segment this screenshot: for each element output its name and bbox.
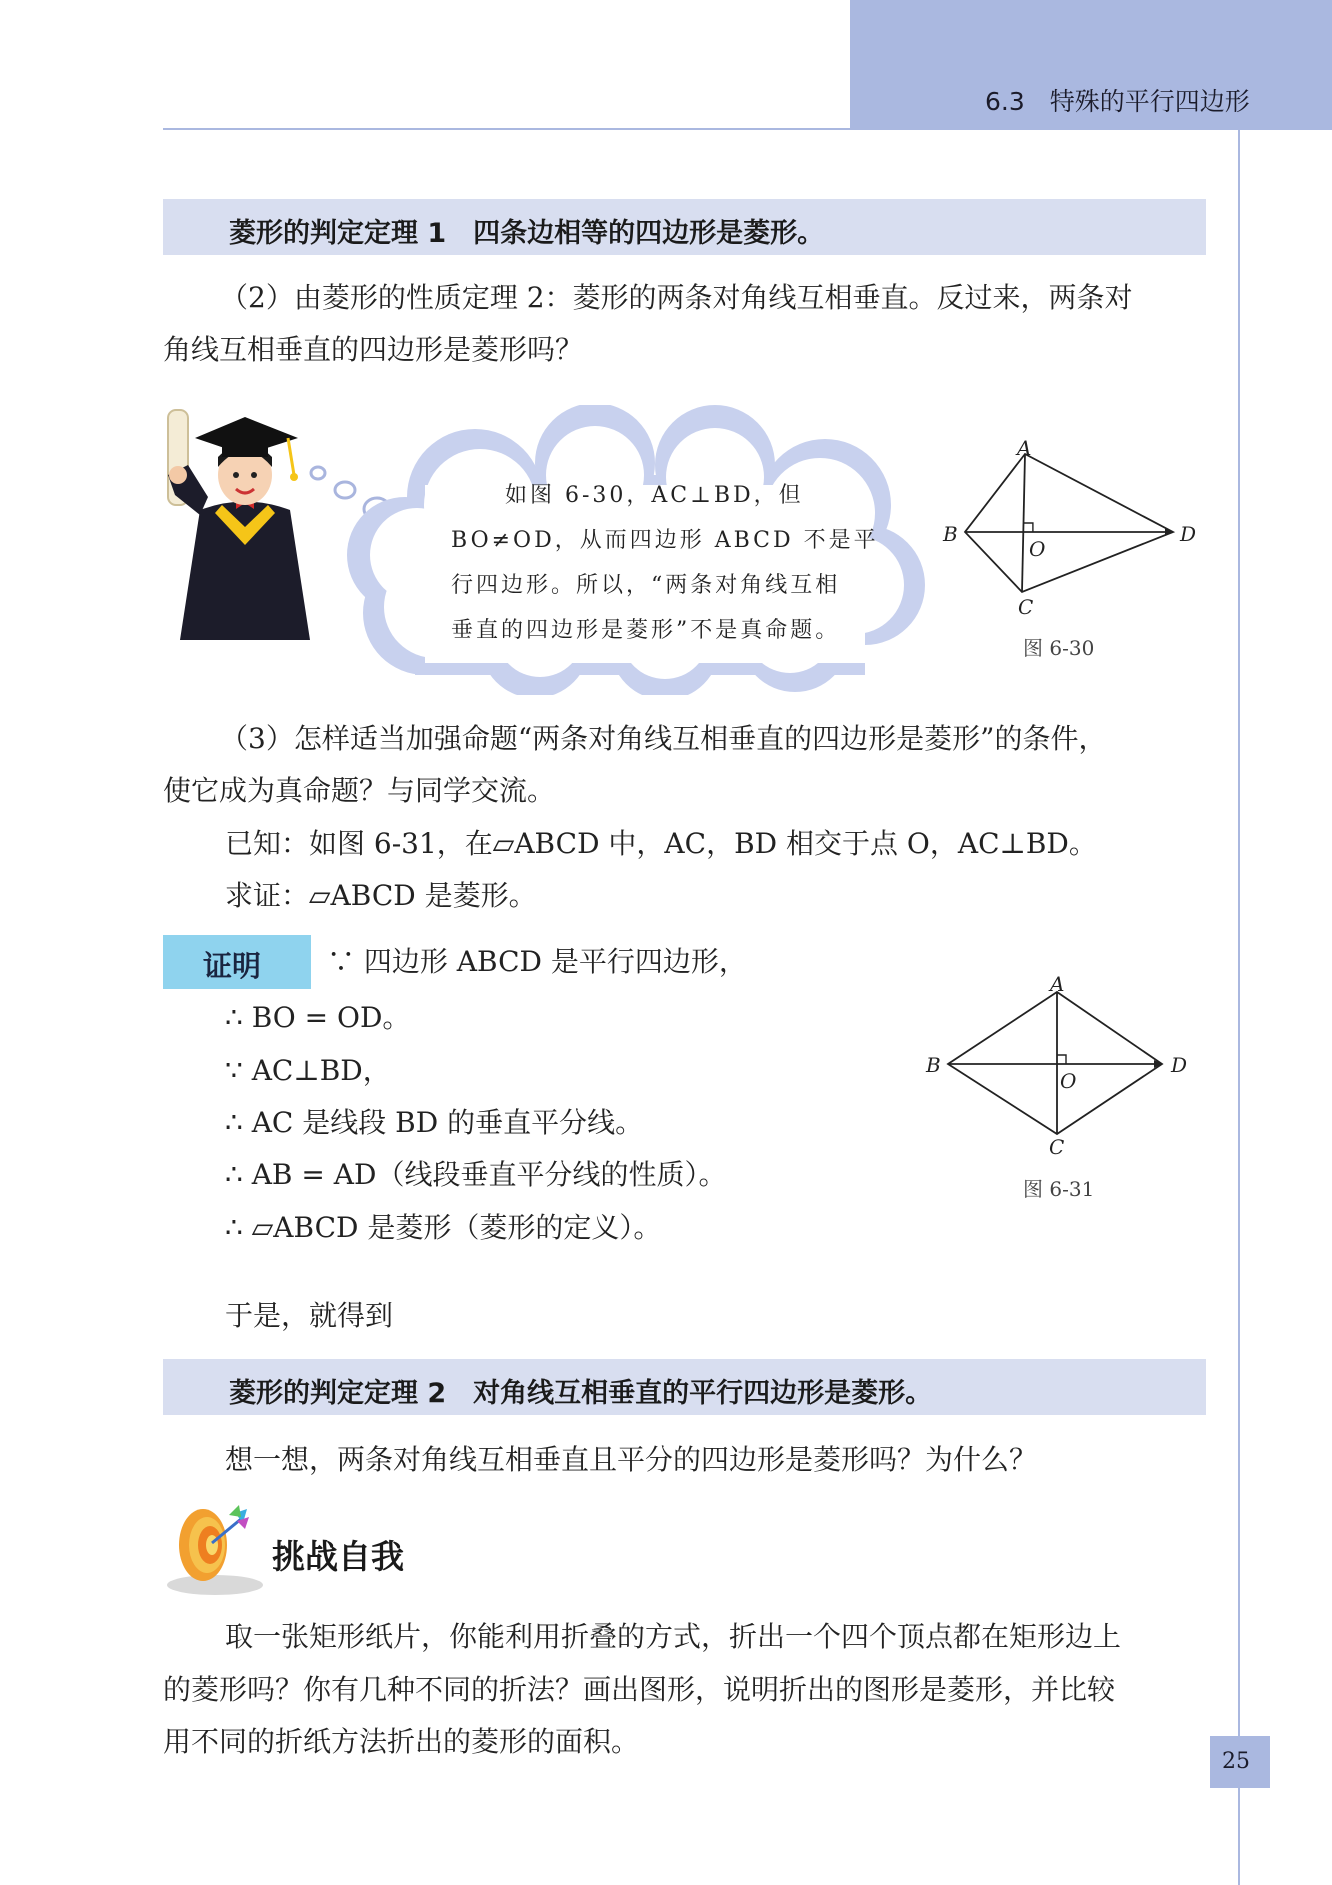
bubble-line-2: BO≠OD，从而四边形 ABCD 不是平: [451, 528, 879, 553]
proof-badge-label: 证明: [203, 949, 262, 983]
proof-step-6: ∴ ▱ABCD 是菱形（菱形的定义）。: [225, 1211, 662, 1244]
fig-6-31-label-b: B: [926, 1053, 941, 1077]
proof-step-2: ∴ BO = OD。: [225, 1001, 411, 1034]
para-3-line-1: （3）怎样适当加强命题“两条对角线互相垂直的四边形是菱形”的条件，: [220, 722, 1107, 755]
given-statement: 已知：如图 6-31，在▱ABCD 中，AC，BD 相交于点 O，AC⊥BD。: [225, 827, 1097, 860]
challenge-line-1: 取一张矩形纸片，你能利用折叠的方式，折出一个四个顶点都在矩形边上: [225, 1620, 1122, 1653]
fig-6-30-label-a: A: [1017, 436, 1032, 460]
fig-6-30-label-c: C: [1018, 595, 1034, 619]
fig-6-31-label-c: C: [1049, 1135, 1065, 1159]
fig-6-31-label-d: D: [1171, 1053, 1188, 1077]
think-question: 想一想，两条对角线互相垂直且平分的四边形是菱形吗？为什么？: [225, 1443, 1038, 1476]
thus-line: 于是，就得到: [225, 1299, 394, 1332]
theorem-2-box: [163, 1359, 1206, 1415]
section-title: 6.3 特殊的平行四边形: [985, 87, 1250, 116]
proof-step-5: ∴ AB = AD（线段垂直平分线的性质）。: [225, 1158, 727, 1191]
figure-6-30-kite: [940, 440, 1200, 620]
theorem-2-text: 菱形的判定定理 2 对角线互相垂直的平行四边形是菱形。: [229, 1378, 933, 1409]
header-rule: [163, 128, 1332, 130]
theorem-1-text: 菱形的判定定理 1 四条边相等的四边形是菱形。: [229, 218, 825, 249]
theorem-1-box: [163, 199, 1206, 255]
bubble-line-3: 行四边形。所以，“两条对角线互相: [451, 573, 841, 598]
fig-6-31-label-o: O: [1060, 1069, 1077, 1093]
challenge-title: 挑战自我: [272, 1537, 404, 1576]
bubble-line-4: 垂直的四边形是菱形”不是真命题。: [451, 618, 841, 643]
margin-rule: [1238, 130, 1240, 1885]
proof-step-4: ∴ AC 是线段 BD 的垂直平分线。: [225, 1106, 644, 1139]
proof-badge: [163, 935, 311, 989]
fig-6-30-caption: 图 6-30: [1023, 636, 1095, 660]
para-2-line-2: 角线互相垂直的四边形是菱形吗？: [163, 333, 584, 366]
para-3-line-2: 使它成为真命题？与同学交流。: [163, 774, 556, 807]
fig-6-30-label-o: O: [1029, 537, 1046, 561]
fig-6-30-label-d: D: [1180, 522, 1197, 546]
prove-statement: 求证：▱ABCD 是菱形。: [225, 879, 537, 912]
fig-6-31-label-a: A: [1050, 972, 1065, 996]
target-icon: [163, 1495, 268, 1600]
bubble-line-1: 如图 6-30，AC⊥BD，但: [505, 483, 804, 508]
fig-6-30-label-b: B: [943, 522, 958, 546]
para-2-line-1: （2）由菱形的性质定理 2：菱形的两条对角线互相垂直。反过来，两条对: [220, 281, 1133, 314]
challenge-line-2: 的菱形吗？你有几种不同的折法？画出图形，说明折出的图形是菱形，并比较: [163, 1673, 1116, 1706]
challenge-line-3: 用不同的折纸方法折出的菱形的面积。: [163, 1725, 640, 1758]
proof-step-1: ∵ 四边形 ABCD 是平行四边形，: [327, 945, 747, 978]
figure-6-31-rhombus: [930, 980, 1180, 1150]
fig-6-31-caption: 图 6-31: [1023, 1177, 1095, 1201]
page-number: 25: [1222, 1749, 1250, 1774]
proof-step-3: ∵ AC⊥BD，: [225, 1054, 391, 1087]
